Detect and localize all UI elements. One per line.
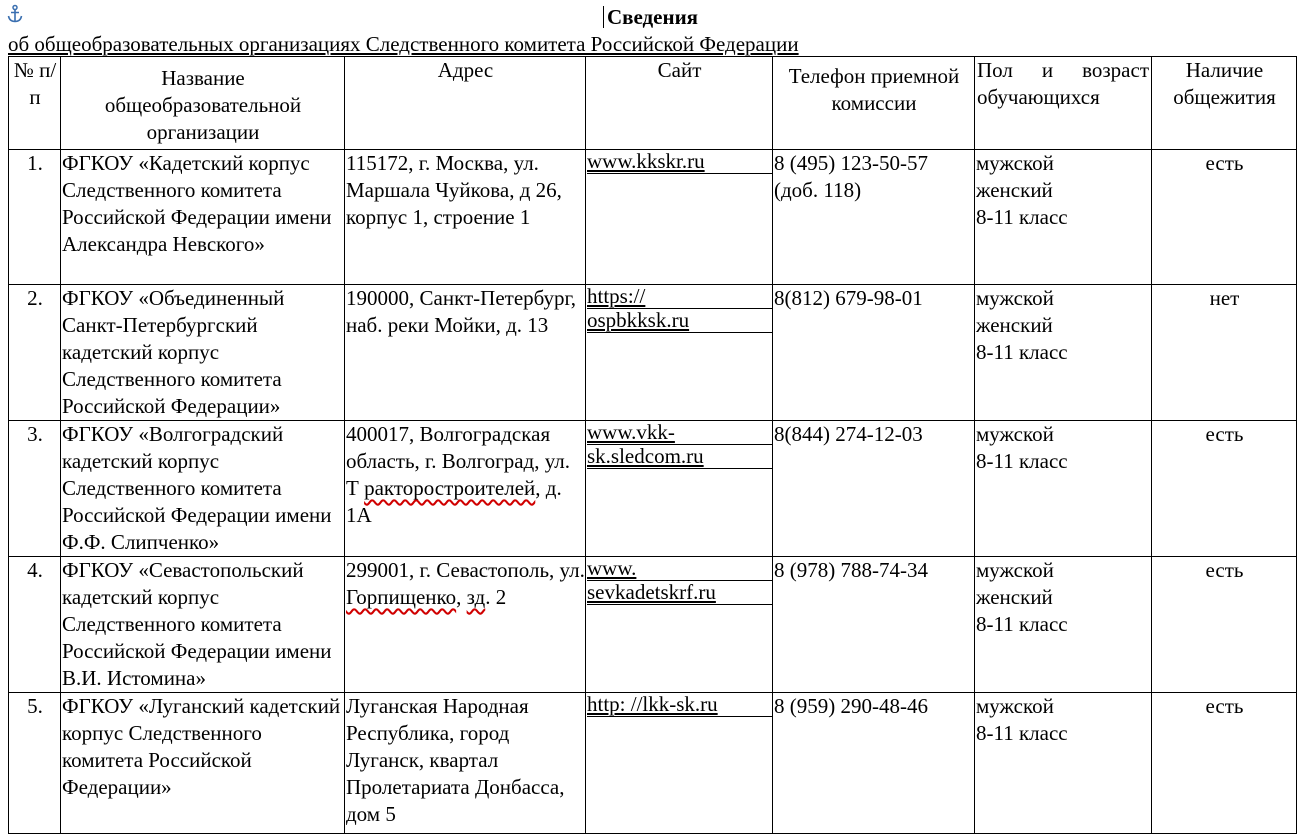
address-text: , д. 1А <box>346 476 562 527</box>
cell-address: Луганская Народная Республика, город Луганск, квартал Пролетариата Донбасса, дом 5 <box>345 693 586 834</box>
header-dorm: Наличие общежития <box>1152 57 1297 150</box>
document-title: Сведения <box>606 5 699 29</box>
cell-num: 2. <box>9 285 61 421</box>
header-name: Название общеобразовательной организации <box>61 57 345 150</box>
gender-line: мужской <box>976 558 1054 582</box>
header-gender: Пол и возраст обучающихся <box>975 57 1152 150</box>
cell-gender <box>975 557 1152 693</box>
cell-address <box>345 557 586 693</box>
cell-name: ФГКОУ «Объединенный Санкт-Петербургский кадетский корпус Следственного комитета Российской Федерации» <box>61 285 345 421</box>
gender-line: мужской <box>976 694 1054 718</box>
table-row <box>9 421 1297 557</box>
gender-line: мужской <box>976 286 1054 310</box>
table-row <box>9 285 1297 421</box>
gender-line: мужской <box>976 422 1054 446</box>
gender-line: женский <box>976 178 1053 202</box>
grade-line: 8-11 класс <box>976 612 1068 636</box>
organizations-table <box>8 56 1297 834</box>
cell-num: 1. <box>9 150 61 285</box>
grade-line: 8-11 класс <box>976 340 1068 364</box>
site-link[interactable]: http: //lkk-sk.ru <box>587 693 773 717</box>
site-link[interactable]: www.vkk- <box>587 421 773 445</box>
cell-gender <box>975 693 1152 834</box>
document-subtitle: об общеобразовательных организациях Следственного комитета Российской Федерации <box>8 32 799 56</box>
cell-name: ФГКОУ «Кадетский корпус Следственного комитета Российской Федерации имени Александра Невского» <box>61 150 345 285</box>
cell-dorm: есть <box>1152 693 1297 834</box>
header-site: Сайт <box>586 57 773 150</box>
site-link[interactable]: sevkadetskrf.ru <box>587 581 773 605</box>
site-link[interactable]: https:// <box>587 285 773 309</box>
cell-name: ФГКОУ «Севастопольский кадетский корпус Следственного комитета Российской Федерации имени В.И. Истомина» <box>61 557 345 693</box>
cell-num: 5. <box>9 693 61 834</box>
site-link[interactable]: www. <box>587 557 773 581</box>
site-link[interactable]: www.kkskr.ru <box>587 150 773 174</box>
cell-phone: 8 (959) 290-48-46 <box>773 693 975 834</box>
cell-name: ФГКОУ «Волгоградский кадетский корпус Следственного комитета Российской Федерации имени Ф.Ф. Слипченко» <box>61 421 345 557</box>
grade-line: 8-11 класс <box>976 449 1068 473</box>
cell-site <box>586 421 773 557</box>
cell-gender <box>975 150 1152 285</box>
cell-address <box>345 421 586 557</box>
address-text: зд <box>466 585 486 609</box>
cell-num: 3. <box>9 421 61 557</box>
cell-address: 190000, Санкт-Петербург, наб. реки Мойки, д. 13 <box>345 285 586 421</box>
address-text: 400017, Волгоградская область, г. Волгоград, ул. <box>346 422 571 473</box>
address-text: , <box>456 585 467 609</box>
cell-dorm: есть <box>1152 421 1297 557</box>
cell-dorm: есть <box>1152 150 1297 285</box>
cell-phone: 8(844) 274-12-03 <box>773 421 975 557</box>
site-link[interactable]: sk.sledcom.ru <box>587 445 773 469</box>
cell-site <box>586 557 773 693</box>
gender-line: женский <box>976 313 1053 337</box>
address-text: Т <box>346 476 365 500</box>
gender-line: женский <box>976 585 1053 609</box>
address-text: ракторостроителей <box>364 476 536 500</box>
header-address: Адрес <box>345 57 586 150</box>
cell-site <box>586 693 773 834</box>
cell-dorm: есть <box>1152 557 1297 693</box>
header-num: № п/п <box>9 57 61 150</box>
cell-site <box>586 285 773 421</box>
address-text: 299001, г. Севастополь, ул. <box>346 558 585 582</box>
cell-address: 115172, г. Москва, ул. Маршала Чуйкова, д 26, корпус 1, строение 1 <box>345 150 586 285</box>
site-link[interactable]: ospbkksk.ru <box>587 309 773 333</box>
header-phone: Телефон приемной комиссии <box>773 57 975 150</box>
cell-gender <box>975 285 1152 421</box>
address-text: . 2 <box>485 585 507 609</box>
text-cursor <box>603 6 604 28</box>
grade-line: 8-11 класс <box>976 205 1068 229</box>
cell-num: 4. <box>9 557 61 693</box>
gender-line: мужской <box>976 151 1054 175</box>
cell-gender <box>975 421 1152 557</box>
cell-phone: 8 (978) 788-74-34 <box>773 557 975 693</box>
address-text: Горпищенко <box>346 585 457 609</box>
cell-phone: 8(812) 679-98-01 <box>773 285 975 421</box>
table-row <box>9 150 1297 285</box>
grade-line: 8-11 класс <box>976 721 1068 745</box>
table-row <box>9 557 1297 693</box>
cell-site <box>586 150 773 285</box>
table-row <box>9 693 1297 834</box>
table-header-row <box>9 57 1297 150</box>
cell-phone: 8 (495) 123-50-57 (доб. 118) <box>773 150 975 285</box>
cell-dorm: нет <box>1152 285 1297 421</box>
cell-name: ФГКОУ «Луганский кадетский корпус Следственного комитета Российской Федерации» <box>61 693 345 834</box>
